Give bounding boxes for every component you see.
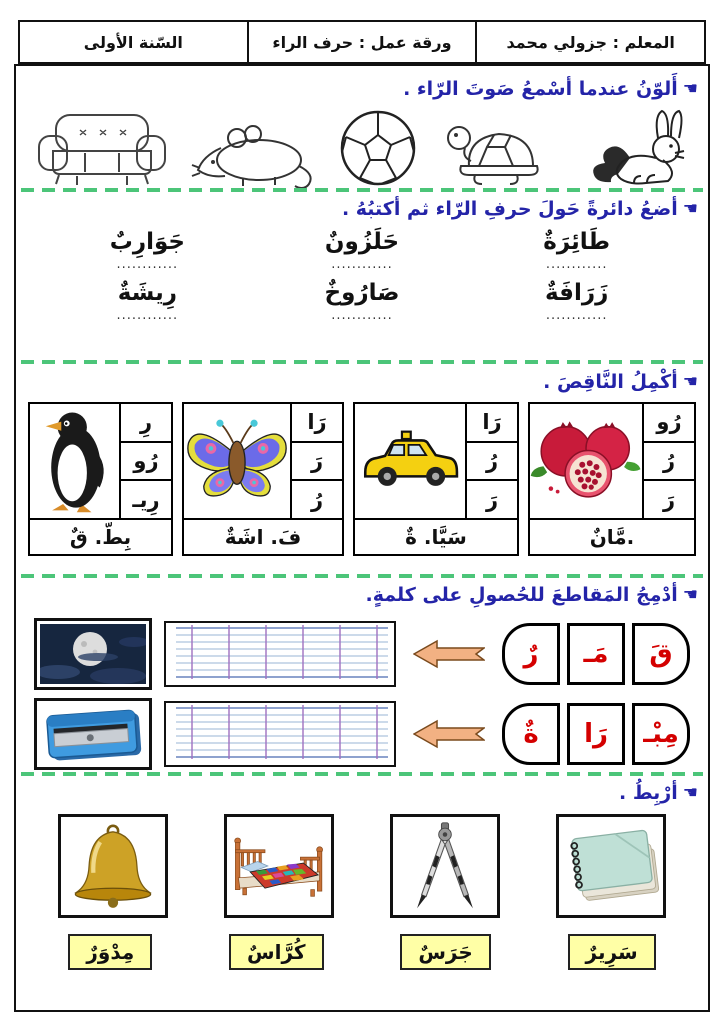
section1-title-text: أَلوّنُ عندما أسْمعُ صَوتَ الرّاء . bbox=[403, 78, 678, 100]
section5-labels bbox=[30, 934, 694, 970]
choice-column bbox=[465, 404, 517, 518]
penguin-image bbox=[30, 404, 119, 518]
merge-row-sharpener bbox=[28, 698, 696, 770]
arabic-word: صَارُوخٌ bbox=[324, 280, 400, 307]
content-frame bbox=[14, 64, 710, 1012]
section-divider bbox=[21, 772, 703, 776]
teacher-cell: المعلم : جزولي محمد bbox=[506, 32, 675, 52]
syllable-choice: رُو bbox=[121, 443, 171, 482]
butterfly-image bbox=[184, 404, 290, 518]
word-label: جَرَسٌ bbox=[400, 934, 490, 970]
syllable-box: مَـ bbox=[567, 623, 625, 685]
word-label: سَرِيرٌ bbox=[568, 934, 656, 970]
incomplete-word: فَ. اشَةٌ bbox=[184, 518, 342, 554]
notebook-image bbox=[556, 814, 666, 918]
pointing-hand-icon: ☚ bbox=[682, 584, 698, 605]
section4-title bbox=[366, 584, 698, 606]
syllable-choice: رُ bbox=[467, 443, 517, 482]
section3-cards bbox=[28, 402, 696, 556]
pointing-hand-icon: ☚ bbox=[682, 78, 698, 99]
dotted-line: ............ bbox=[331, 257, 393, 273]
syllable-choice: رُ bbox=[644, 443, 694, 482]
word-cell bbox=[255, 226, 470, 271]
syllable-boxes bbox=[502, 623, 690, 685]
section5-images bbox=[30, 814, 694, 918]
choice-column bbox=[290, 404, 342, 518]
card-penguin bbox=[28, 402, 173, 556]
mouse-image bbox=[191, 122, 319, 188]
rabbit-image bbox=[574, 108, 692, 188]
left-arrow-icon bbox=[413, 719, 485, 749]
section5-title bbox=[619, 782, 698, 804]
bell-image bbox=[58, 814, 168, 918]
choice-column bbox=[119, 404, 171, 518]
writing-grid bbox=[164, 701, 396, 767]
dotted-line: ............ bbox=[116, 308, 179, 324]
compass-image bbox=[390, 814, 500, 918]
section-divider bbox=[21, 360, 703, 364]
incomplete-word: بِطّ. قٌ bbox=[30, 518, 171, 554]
pointing-hand-icon: ☚ bbox=[682, 198, 698, 219]
word-label: مِدْوَرٌ bbox=[68, 934, 152, 970]
syllable-choice: رَ bbox=[662, 487, 676, 512]
left-arrow-icon bbox=[413, 639, 485, 669]
section5-title-text: أرْبِطُ . bbox=[618, 782, 678, 804]
syllable-box: مِبْـ bbox=[632, 703, 690, 765]
card-taxi bbox=[353, 402, 519, 556]
syllable-box: قَ bbox=[632, 623, 690, 685]
choice-column bbox=[642, 404, 694, 518]
syllable-choice: رِ bbox=[121, 404, 171, 443]
syllable-box: ةٌ bbox=[502, 703, 560, 765]
taxi-image bbox=[355, 404, 465, 518]
dotted-line: ............ bbox=[331, 308, 393, 324]
syllable-box: رٌ bbox=[502, 623, 560, 685]
incomplete-word: سَيَّا. ةٌ bbox=[355, 518, 517, 554]
header-table bbox=[18, 20, 706, 64]
syllable-choice: رُ bbox=[310, 487, 324, 512]
dotted-line: ............ bbox=[545, 308, 608, 324]
grade-cell: السّنة الأولى bbox=[20, 22, 249, 62]
section2-title bbox=[342, 198, 698, 220]
incomplete-word: .مَّانٌ bbox=[530, 518, 694, 554]
word-label: كُرَّاسٌ bbox=[229, 934, 324, 970]
pointing-hand-icon: ☚ bbox=[682, 782, 698, 803]
syllable-box: رَا bbox=[567, 703, 625, 765]
arabic-word: جَوَارِبٌ bbox=[109, 229, 185, 255]
writing-grid bbox=[164, 621, 396, 687]
bed-image bbox=[224, 814, 334, 918]
arabic-word: زَرَافَةٌ bbox=[544, 280, 609, 307]
section4-title-text: أدْمِجُ المَقاطعَ للحُصولِ على كلمةٍ. bbox=[365, 584, 678, 606]
syllable-choice: رِيـ bbox=[132, 487, 160, 512]
section-divider bbox=[21, 188, 703, 192]
moon-image bbox=[34, 618, 152, 690]
word-cell bbox=[469, 277, 684, 322]
syllable-boxes bbox=[502, 703, 690, 765]
card-pomegranate bbox=[528, 402, 696, 556]
worksheet-title-cell: ورقة عمل : حرف الراء bbox=[249, 22, 478, 62]
football-image bbox=[338, 108, 418, 188]
syllable-choice: رَا bbox=[292, 404, 342, 443]
section-divider bbox=[21, 574, 703, 578]
turtle-image bbox=[437, 110, 555, 188]
section3-title-text: أكْمِلُ النَّاقِصَ . bbox=[543, 371, 678, 393]
merge-row-moon bbox=[28, 618, 696, 690]
section2-words bbox=[40, 226, 684, 322]
section1-title bbox=[403, 78, 698, 100]
card-butterfly bbox=[182, 402, 344, 556]
dotted-line: ............ bbox=[116, 257, 179, 273]
syllable-choice: رَا bbox=[467, 404, 517, 443]
word-cell bbox=[255, 277, 470, 322]
pointing-hand-icon: ☚ bbox=[682, 371, 698, 392]
word-cell bbox=[40, 277, 255, 322]
word-cell bbox=[469, 226, 684, 271]
section3-title bbox=[543, 371, 698, 393]
syllable-choice: رَ bbox=[292, 443, 342, 482]
section1-images bbox=[32, 106, 692, 188]
syllable-choice: رُو bbox=[644, 404, 694, 443]
sofa-image bbox=[32, 110, 172, 188]
section2-title-text: أضعُ دائرةً حَولَ حرفِ الرّاء ثم أكتبُهُ . bbox=[341, 198, 678, 220]
syllable-choice: رَ bbox=[485, 487, 499, 512]
word-cell bbox=[40, 226, 255, 271]
dotted-line: ............ bbox=[545, 257, 608, 273]
sharpener-image bbox=[34, 698, 152, 770]
arabic-word: رِيشَةٌ bbox=[117, 280, 177, 307]
pomegranate-image bbox=[530, 404, 642, 518]
arabic-word: طَائِرَةٌ bbox=[543, 229, 611, 255]
arabic-word: حَلَزُونٌ bbox=[324, 229, 400, 255]
